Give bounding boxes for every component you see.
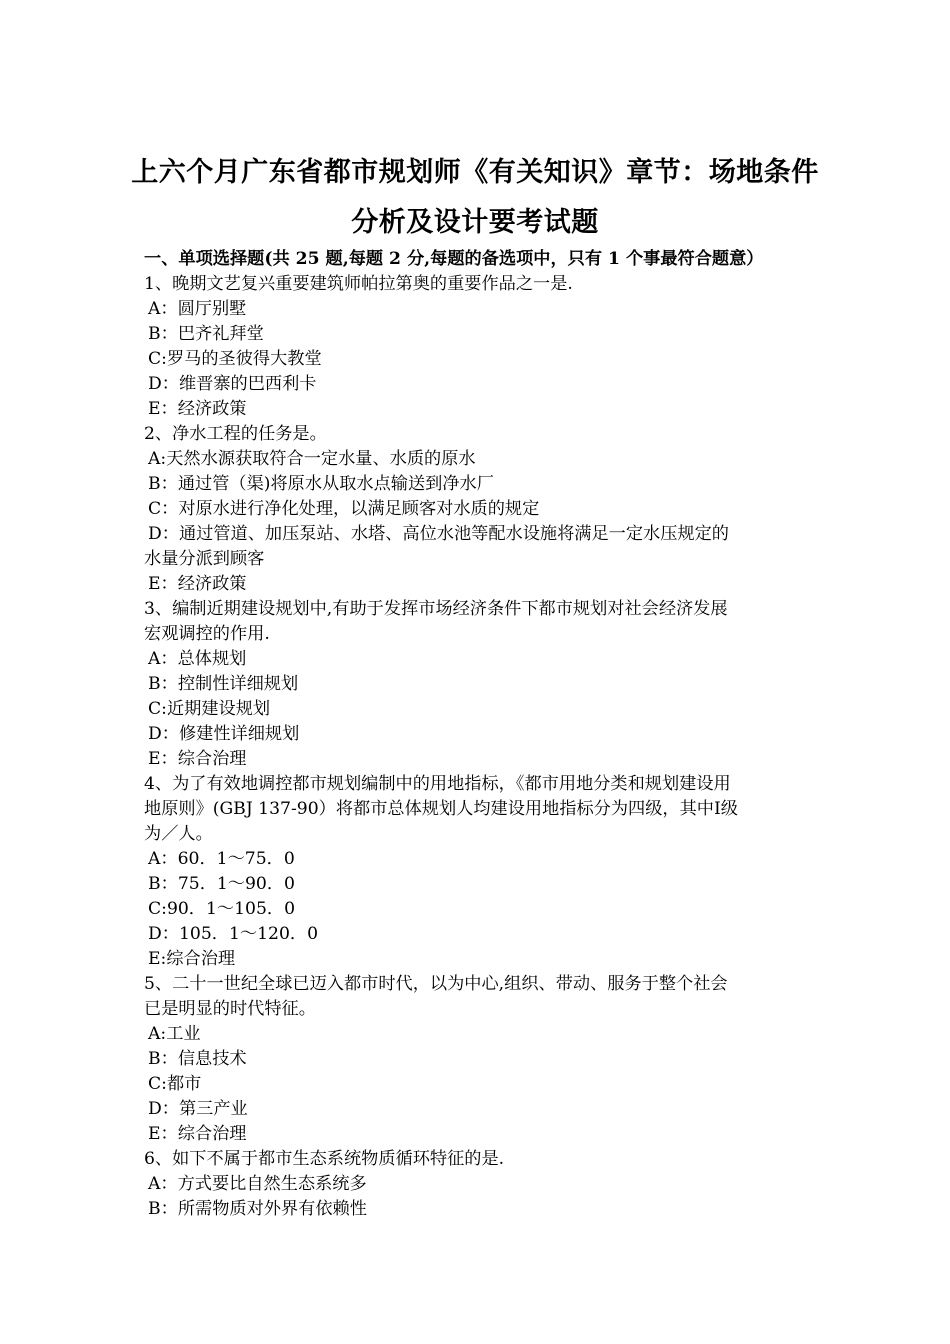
question-1-option-b: B：巴齐礼拜堂: [148, 324, 264, 344]
question-4-option-d: D：105．1～120．0: [148, 924, 319, 944]
question-6-option-b: B：所需物质对外界有依赖性: [148, 1199, 367, 1219]
question-4-stem-line-1: 4、为了有效地调控都市规划编制中的用地指标，《都市用地分类和规划建设用: [144, 774, 731, 794]
question-3-option-c: C:近期建设规划: [148, 699, 271, 719]
document-title-line-2: 分析及设计要考试题: [351, 207, 599, 238]
question-4-stem-line-3: 为／人。: [144, 824, 213, 844]
question-2-option-c: C：对原水进行净化处理，以满足顾客对水质的规定: [148, 499, 540, 519]
question-2-option-e: E：经济政策: [148, 574, 247, 594]
question-1-option-a: A：圆厅别墅: [148, 299, 247, 319]
question-5-stem-line-1: 5、二十一世纪全球已迈入都市时代，以为中心,组织、带动、服务于整个社会: [144, 974, 728, 994]
question-6-option-a: A：方式要比自然生态系统多: [148, 1174, 367, 1194]
question-5-option-e: E：综合治理: [148, 1124, 247, 1144]
question-1-stem: 1、晚期文艺复兴重要建筑师帕拉第奥的重要作品之一是.: [144, 274, 573, 294]
question-2-option-b: B：通过管（渠)将原水从取水点输送到净水厂: [148, 474, 494, 494]
document-body: [144, 247, 809, 1222]
question-2-option-d-line-1: D：通过管道、加压泵站、水塔、高位水池等配水设施将满足一定水压规定的: [148, 524, 729, 544]
section-heading: 一、单项选择题(共 25 题,每题 2 分,每题的备选项中，只有 1 个事最符合题意）: [144, 249, 764, 269]
question-5-option-b: B：信息技术: [148, 1049, 247, 1069]
question-5-stem-line-2: 已是明显的时代特征。: [144, 999, 316, 1019]
question-1-option-c: C:罗马的圣彼得大教堂: [148, 349, 322, 369]
question-3-stem-line-2: 宏观调控的作用.: [144, 624, 270, 644]
question-2-option-a: A:天然水源获取符合一定水量、水质的原水: [148, 449, 476, 469]
question-5-option-c: C:都市: [148, 1074, 202, 1094]
question-5-option-a: A:工业: [148, 1024, 201, 1044]
question-2-option-d-line-2: 水量分派到顾客: [144, 549, 265, 569]
question-4-option-a: A：60．1～75．0: [148, 849, 295, 869]
question-6-stem: 6、如下不属于都市生态系统物质循环特征的是.: [144, 1149, 505, 1169]
question-1-option-e: E：经济政策: [148, 399, 247, 419]
question-4-option-b: B：75．1～90．0: [148, 874, 295, 894]
question-3-option-a: A：总体规划: [148, 649, 247, 669]
question-3-option-e: E：综合治理: [148, 749, 247, 769]
document-title-line-1: 上六个月广东省都市规划师《有关知识》章节：场地条件: [131, 157, 819, 188]
question-4-stem-line-2: 地原则》(GBJ 137-90）将都市总体规划人均建设用地指标分为四级，其中Ⅰ级: [144, 799, 738, 819]
question-4-option-e: E:综合治理: [148, 949, 236, 969]
question-3-option-b: B：控制性详细规划: [148, 674, 299, 694]
question-1-option-d: D：维晋寨的巴西利卡: [148, 374, 317, 394]
question-2-stem: 2、净水工程的任务是。: [144, 424, 327, 444]
question-5-option-d: D：第三产业: [148, 1099, 248, 1119]
question-4-option-c: C:90．1～105．0: [148, 899, 296, 919]
question-3-option-d: D：修建性详细规划: [148, 724, 300, 744]
question-3-stem-line-1: 3、编制近期建设规划中,有助于发挥市场经济条件下都市规划对社会经济发展: [144, 599, 728, 619]
